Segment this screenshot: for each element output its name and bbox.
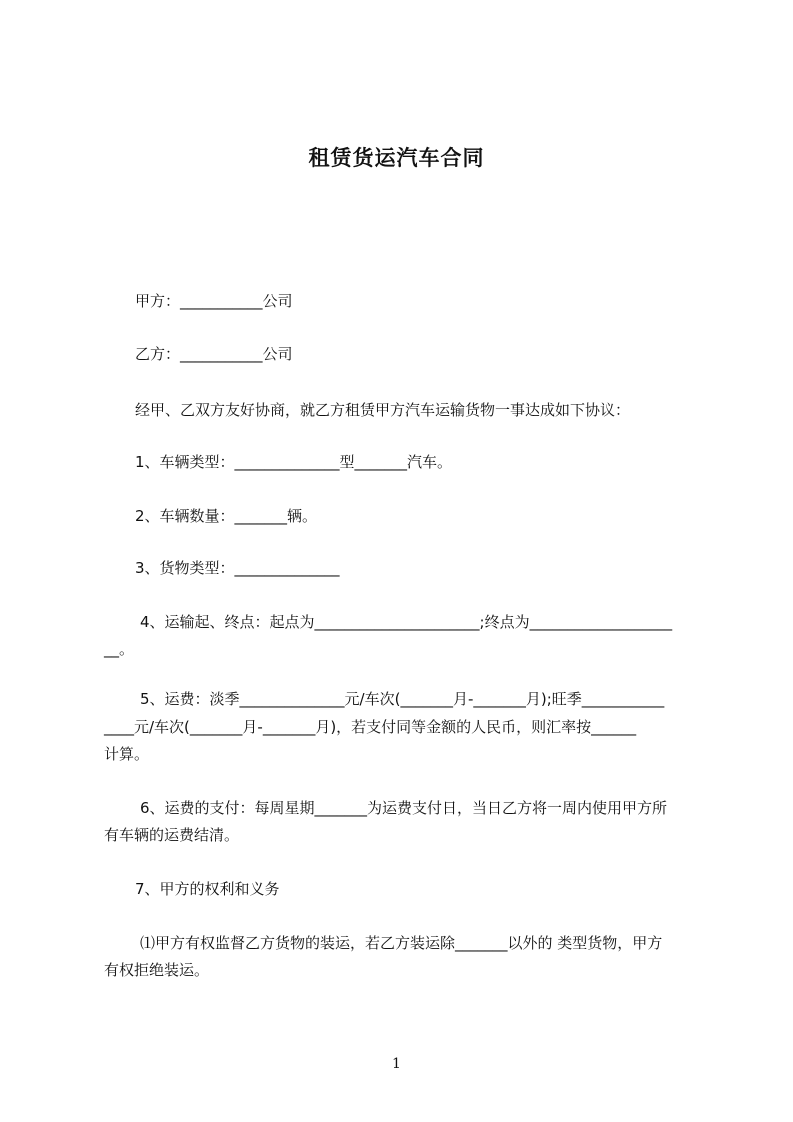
clause-6-line-1: 6、运费的支付：每周星期_______为运费支付日，当日乙方将一周内使用甲方所	[140, 799, 668, 817]
document-title: 租赁货运汽车合同	[308, 146, 485, 170]
clause-5-line-1: 5、运费：淡季______________元/车次(_______月-_______月);旺季___________	[140, 690, 665, 708]
clause-5-line-3: 计算。	[104, 745, 150, 763]
clause-4-line-1: 4、运输起、终点：起点为______________________;终点为___________________	[140, 613, 673, 631]
intro-paragraph: 经甲、乙双方友好协商，就乙方租赁甲方汽车运输货物一事达成如下协议：	[135, 401, 631, 419]
party-a-line: 甲方：___________公司	[135, 292, 293, 310]
clause-1: 1、车辆类型：______________型_______汽车。	[135, 453, 453, 471]
clause-6-line-2: 有车辆的运费结清。	[104, 826, 240, 844]
clause-4-line-2: __。	[104, 640, 135, 658]
clause-5-line-2: ____元/车次(_______月-_______月)，若支付同等金额的人民币，则汇率按______	[104, 718, 637, 736]
page-number: 1	[392, 1056, 401, 1072]
clause-7-1-line-1: ⑴甲方有权监督乙方货物的装运，若乙方装运除_______以外的 类型货物，甲方	[140, 934, 663, 952]
clause-7-1-line-2: 有权拒绝装运。	[104, 961, 210, 979]
clause-7-heading: 7、甲方的权利和义务	[135, 880, 280, 898]
clause-2: 2、车辆数量：_______辆。	[135, 507, 318, 525]
clause-3: 3、货物类型：______________	[135, 559, 340, 577]
party-b-line: 乙方：___________公司	[135, 345, 293, 363]
